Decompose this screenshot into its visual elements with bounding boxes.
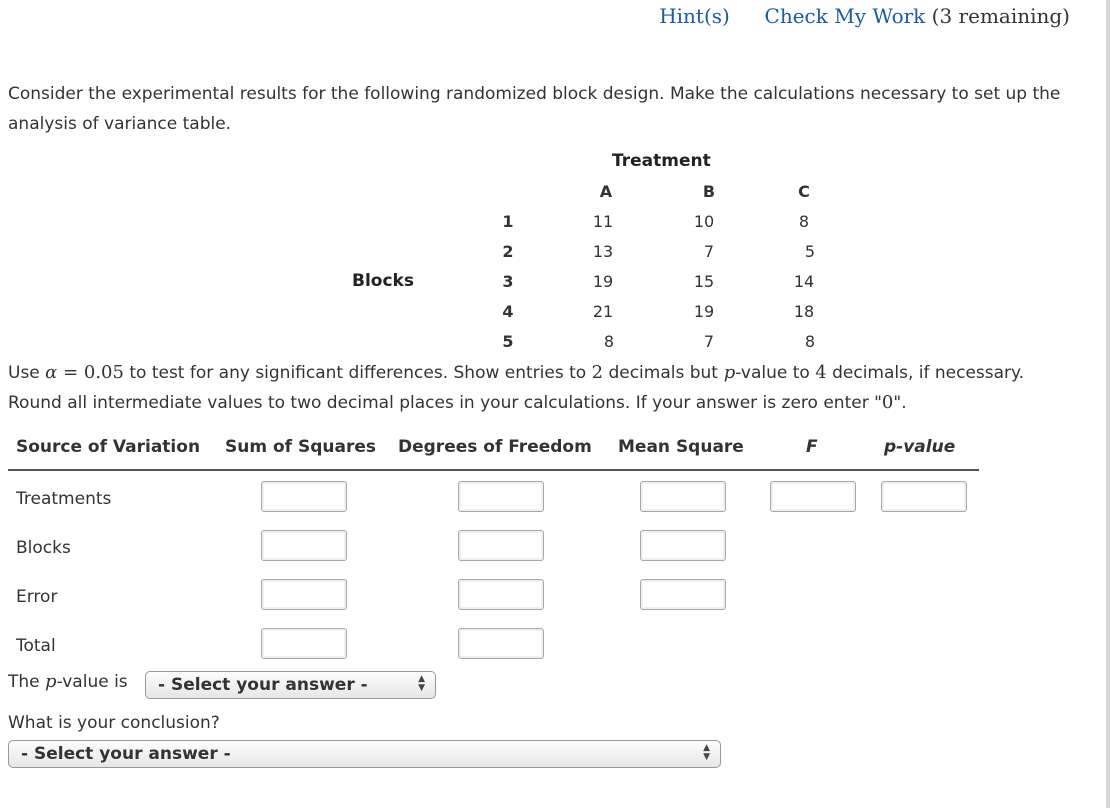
blocks-ms-input[interactable] bbox=[640, 530, 726, 561]
conclusion-select-value: - Select your answer - bbox=[21, 744, 231, 764]
header-df: Degrees of Freedom bbox=[398, 437, 592, 457]
alpha-symbol: α = 0.05 bbox=[45, 362, 124, 383]
data-cell: 5 bbox=[804, 242, 816, 261]
treatments-f-input[interactable] bbox=[770, 481, 856, 512]
block-number: 3 bbox=[502, 272, 514, 291]
error-df-input[interactable] bbox=[458, 579, 544, 610]
treatments-ss-input[interactable] bbox=[261, 481, 347, 512]
data-cell: 7 bbox=[703, 242, 715, 261]
conclusion-question: What is your conclusion? bbox=[8, 713, 220, 733]
col-header-a: A bbox=[599, 182, 613, 201]
blocks-df-input[interactable] bbox=[458, 530, 544, 561]
row-label-treatments: Treatments bbox=[16, 489, 112, 509]
blocks-label: Blocks bbox=[352, 271, 414, 291]
header-ss: Sum of Squares bbox=[225, 437, 376, 457]
instructions bbox=[8, 358, 1108, 418]
instr-p: p bbox=[723, 362, 736, 383]
header-pvalue: p-value bbox=[884, 437, 956, 457]
conclusion-select[interactable] bbox=[8, 740, 721, 768]
block-number: 1 bbox=[502, 212, 514, 231]
instr-text: decimals but bbox=[608, 363, 718, 383]
instr-use: Use bbox=[8, 363, 40, 383]
row-label-error: Error bbox=[16, 587, 58, 607]
data-cell: 19 bbox=[693, 302, 715, 321]
header-source: Source of Variation bbox=[16, 437, 201, 457]
data-cell: 21 bbox=[592, 302, 614, 321]
col-header-b: B bbox=[702, 182, 716, 201]
instr-two: 2 bbox=[591, 362, 604, 383]
header-f: F bbox=[806, 437, 818, 457]
error-ms-input[interactable] bbox=[640, 579, 726, 610]
instr-text: to test for any significant differences. Show entries to bbox=[129, 363, 587, 383]
instr-text: decimals, if necessary. bbox=[832, 363, 1025, 383]
error-ss-input[interactable] bbox=[261, 579, 347, 610]
instr-round-end: ". bbox=[893, 393, 907, 413]
treatments-df-input[interactable] bbox=[458, 481, 544, 512]
row-label-total: Total bbox=[16, 636, 56, 656]
treatment-heading: Treatment bbox=[612, 151, 711, 171]
data-cell: 8 bbox=[798, 212, 810, 231]
col-header-c: C bbox=[798, 182, 810, 201]
total-df-input[interactable] bbox=[458, 628, 544, 659]
updown-arrows-icon: ▲ ▼ bbox=[703, 743, 710, 762]
data-cell: 7 bbox=[703, 332, 715, 351]
header-ms: Mean Square bbox=[618, 437, 744, 457]
data-cell: 13 bbox=[592, 242, 614, 261]
data-cell: 18 bbox=[793, 302, 815, 321]
instr-text: -value to bbox=[735, 363, 810, 383]
pvalue-question: The p-value is bbox=[8, 671, 128, 692]
instr-four: 4 bbox=[815, 362, 827, 383]
intro-text: Consider the experimental results for the following randomized block design. Make the calculations necessary to set up the analysis of variance table. bbox=[8, 84, 1061, 134]
top-links bbox=[659, 4, 1070, 28]
treatments-ms-input[interactable] bbox=[640, 481, 726, 512]
block-number: 5 bbox=[502, 332, 514, 351]
total-ss-input[interactable] bbox=[261, 628, 347, 659]
data-cell: 19 bbox=[592, 272, 614, 291]
data-cell: 11 bbox=[592, 212, 614, 231]
data-cell: 14 bbox=[793, 272, 815, 291]
data-cell: 10 bbox=[693, 212, 715, 231]
remaining-count: (3 remaining) bbox=[931, 4, 1070, 28]
instr-round: Round all intermediate values to two decimal places in your calculations. If your answer is zero enter " bbox=[8, 393, 882, 413]
pvalue-select-value: - Select your answer - bbox=[158, 675, 368, 695]
blocks-ss-input[interactable] bbox=[261, 530, 347, 561]
hints-link[interactable]: Hint(s) bbox=[659, 4, 730, 28]
row-label-blocks: Blocks bbox=[16, 538, 71, 558]
data-cell: 8 bbox=[804, 332, 816, 351]
treatments-pvalue-input[interactable] bbox=[881, 481, 967, 512]
data-cell: 8 bbox=[603, 332, 615, 351]
pvalue-select[interactable] bbox=[145, 671, 436, 699]
updown-arrows-icon: ▲ ▼ bbox=[418, 674, 425, 693]
check-my-work-link[interactable]: Check My Work bbox=[764, 4, 926, 28]
data-cell: 15 bbox=[693, 272, 715, 291]
block-number: 4 bbox=[502, 302, 514, 321]
instr-zero: 0 bbox=[881, 392, 894, 413]
header-rule bbox=[8, 469, 979, 471]
block-number: 2 bbox=[502, 242, 514, 261]
